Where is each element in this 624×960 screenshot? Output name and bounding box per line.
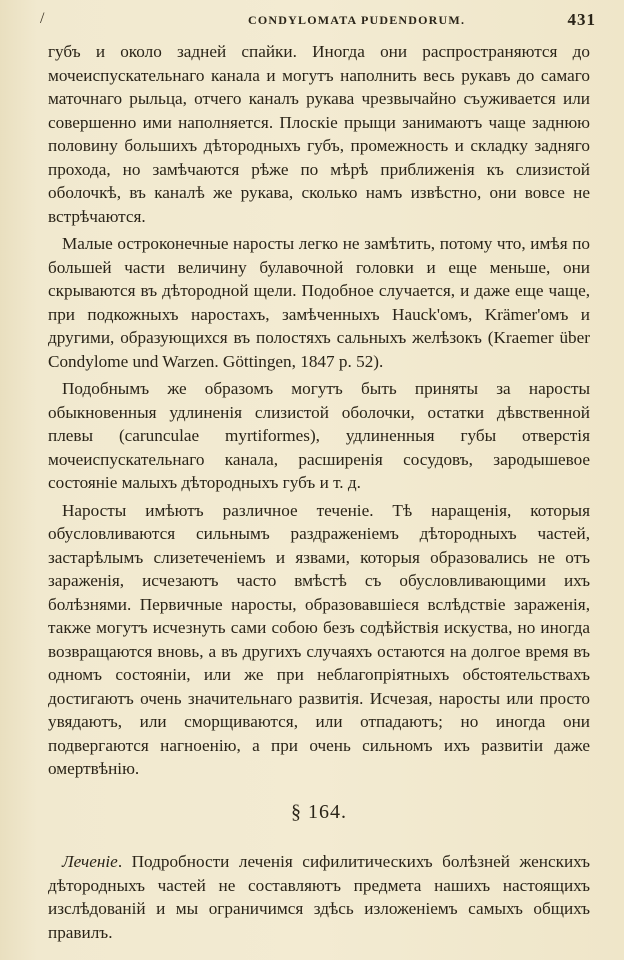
pencil-mark: / — [40, 10, 46, 27]
paragraph-2: Малые остроконечные наросты легко не замѣтить, потому что, имѣя по большей части величину булавочной головки и еще меньше, они скрываются въ дѣтородной щели. Подобное случается, и даже еще чаще, при подкожныхъ наростахъ, замѣченныхъ Hauck'омъ, Krämer'омъ и другими, образующихся въ полостяхъ сальныхъ желѣзокъ (Kraemer über Condylome und Warzen. Göttingen, 1847 p. 52). — [48, 234, 590, 371]
running-title: CONDYLOMATA PUDENDORUM. — [248, 13, 466, 27]
paragraph-3: Подобнымъ же образомъ могутъ быть приняты за наросты обыкновенныя удлиненія слизистой оболочки, остатки дѣвственной плевы (carunculae myrtiformes), удлиненныя губы отверстія мочеиспускательнаго канала, расширенія сосудовъ, зародышевое состояніе малыхъ дѣтородныхъ губъ и т. д. — [48, 379, 590, 492]
paragraph-5 — [48, 850, 590, 944]
paragraph-1: губъ и около задней спайки. Иногда они распространяются до мочеиспускательнаго канала и могутъ наполнить весь рукавъ до самаго маточнаго рыльца, отчего каналъ рукава чрезвычайно съуживается или совершенно ими наполняется. Плоскіе прыщи занимаютъ чаще заднюю половину большихъ дѣтородныхъ губъ, промежность и складку задняго прохода, но замѣчаются рѣже по мѣрѣ приближенія къ слизистой оболочкѣ, въ каналѣ же рукава, сколько намъ извѣстно, они вовсе не встрѣчаются. — [48, 42, 590, 226]
running-header — [40, 10, 596, 32]
paragraph-4: Наросты имѣютъ различное теченіе. Тѣ наращенія, которыя обусловливаются сильнымъ раздраженіемъ дѣтородныхъ частей, застарѣлымъ слизетеченіемъ и язвами, которыя образовались не отъ зараженія, исчезаютъ часто вмѣстѣ съ обусловливающими ихъ болѣзнями. Первичные наросты, образовавшіеся вслѣдствіе зараженія, также могутъ исчезнуть сами собою безъ содѣйствія искуства, но иногда возвращаются вновь, а въ другихъ случаяхъ остаются на долгое время въ одномъ состояніи, или же при неблагопріятныхъ обстоятельствахъ достигаютъ очень значительнаго развитія. Исчезая, наросты или просто увядаютъ, или сморщиваются, или отпадаютъ; но иногда они подвергаются нагноенію, а при очень сильномъ ихъ развитіи даже омертвѣнію. — [48, 500, 590, 778]
body-text — [48, 40, 590, 948]
section-heading: § 164. — [291, 800, 347, 823]
page-number: 431 — [567, 10, 596, 29]
paragraph-5-text: . Подробности леченія сифилитическихъ болѣзней женскихъ дѣтородныхъ частей не составляютъ предмета нашихъ настоящихъ изслѣдованій и мы ограничимся здѣсь изложеніемъ самыхъ общихъ правилъ. — [48, 852, 590, 942]
paragraph-5-lead: Леченіе — [62, 852, 118, 871]
